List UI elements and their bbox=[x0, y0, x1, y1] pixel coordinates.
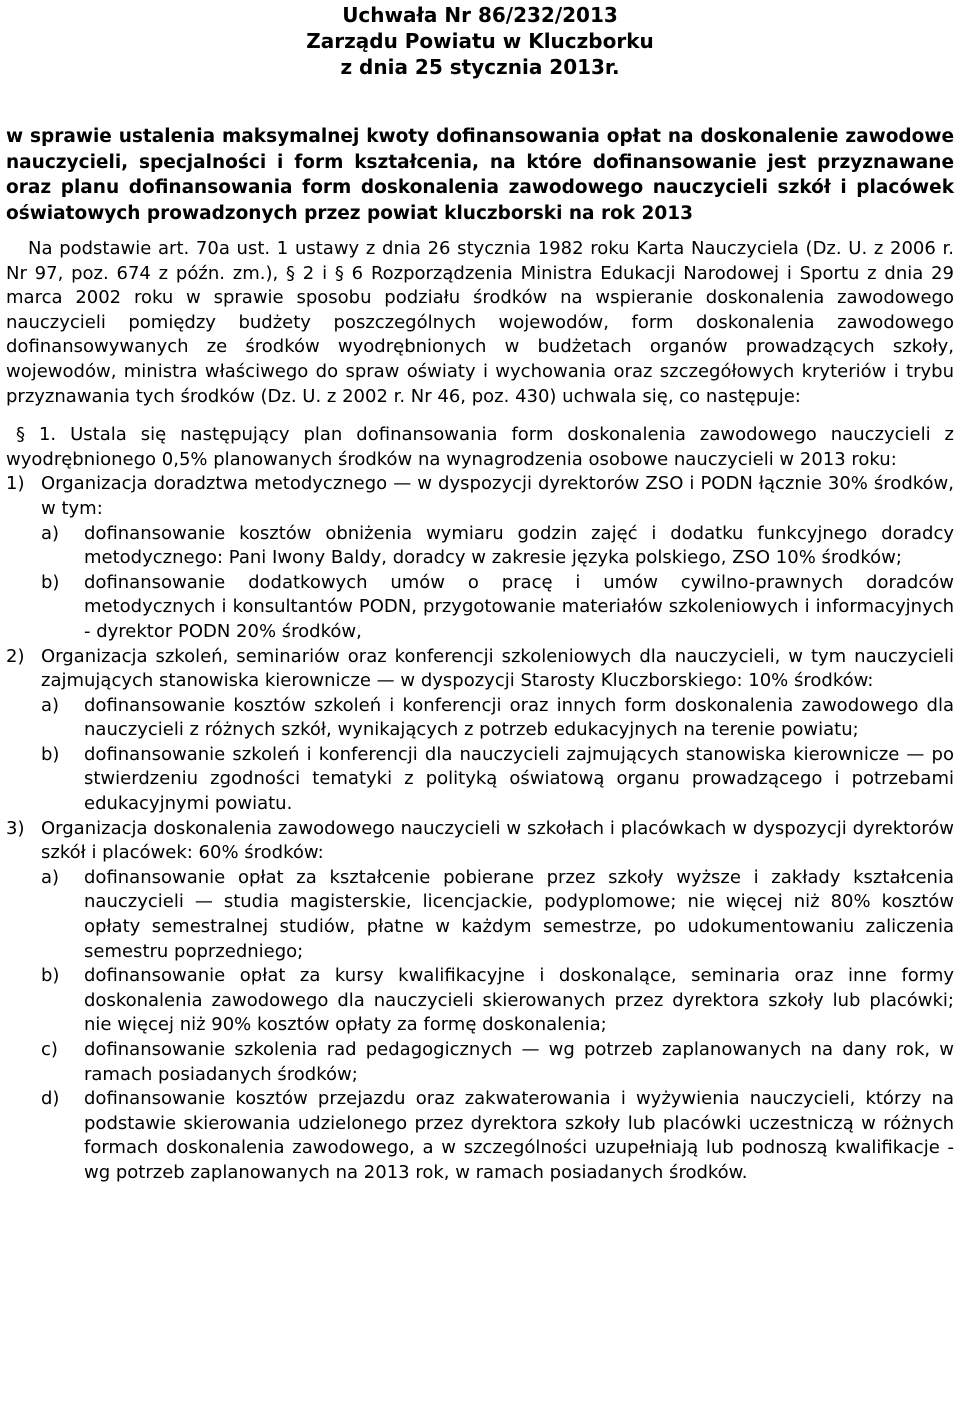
sub-item-letter: b) bbox=[41, 965, 60, 987]
sub-item-text: dofinansowanie opłat za kursy kwalifikacyjne i doskonalące, seminaria oraz inne formy doskonalenia zawodowego dla nauczycieli skierowanych przez dyrektora szkoły lub placówki; nie więcej niż 90% kosztów opłaty za formę doskonalenia; bbox=[84, 965, 954, 1036]
paragraph-marker: § 1. bbox=[16, 424, 57, 446]
item-text: Organizacja szkoleń, seminariów oraz konferencji szkoleniowych dla nauczycieli, w tym nauczycieli zajmujących stanowiska kierownicze — w dyspozycji Starosty Kluczborskiego: 10% środków: bbox=[41, 645, 954, 692]
sub-item bbox=[6, 1038, 954, 1087]
sub-item-text: dofinansowanie opłat za kształcenie pobierane przez szkoły wyższe i zakłady kształcenia nauczycieli — studia magisterskie, licencjackie, podyplomowe; nie więcej niż 80% kosztów opłaty semestralnej studiów, płatne w każdym semestrze, po udokumentowaniu zaliczenia semestru poprzedniego; bbox=[84, 866, 954, 962]
document-page bbox=[6, 0, 954, 1186]
sub-item bbox=[6, 866, 954, 964]
sub-item bbox=[6, 743, 954, 817]
resolution-body bbox=[6, 237, 954, 1186]
sub-item-letter: a) bbox=[41, 694, 60, 716]
paragraph-1-text: Ustala się następujący plan dofinansowania form doskonalenia zawodowego nauczycieli z wyodrębnionego 0,5% planowanych środków na wynagrodzenia osobowe nauczycieli w 2013 roku: bbox=[6, 424, 954, 470]
sub-item bbox=[6, 1087, 954, 1185]
resolution-header bbox=[6, 2, 954, 80]
item-number: 2) bbox=[6, 645, 25, 667]
list-item bbox=[6, 645, 954, 694]
resolution-date: z dnia 25 stycznia 2013r. bbox=[340, 55, 620, 79]
list-item bbox=[6, 817, 954, 866]
legal-basis-paragraph: Na podstawie art. 70a ust. 1 ustawy z dnia 26 stycznia 1982 roku Karta Nauczyciela (Dz. U. z 2006 r. Nr 97, poz. 674 z późn. zm.), § 2 i § 6 Rozporządzenia Ministra Edukacji Narodowej i Sportu z dnia 29 marca 2002 roku w sprawie sposobu podziału środków na wspieranie doskonalenia zawodowego nauczycieli pomiędzy budżety poszczególnych wojewodów, form doskonalenia zawodowego dofinansowywanych ze środków wyodrębnionych w budżetach organów prowadzących szkoły, wojewodów, ministra właściwego do spraw oświaty i wychowania oraz szczegółowych kryteriów i trybu przyznawania tych środków (Dz. U. z 2002 r. Nr 46, poz. 430) uchwala się, co następuje: bbox=[6, 238, 954, 407]
issuing-body: Zarządu Powiatu w Kluczborku bbox=[306, 29, 654, 53]
list-item bbox=[6, 472, 954, 521]
sub-item-letter: b) bbox=[41, 743, 60, 765]
sub-item-letter: b) bbox=[41, 571, 60, 593]
sub-item-letter: a) bbox=[41, 522, 60, 544]
resolution-number: Uchwała Nr 86/232/2013 bbox=[342, 3, 618, 27]
sub-item-text: dofinansowanie szkoleń i konferencji dla nauczycieli zajmujących stanowiska kierownicze — po stwierdzeniu zgodności tematyki z polityką oświatową organu prowadzącego i potrzebami edukacyjnymi powiatu. bbox=[84, 743, 954, 815]
sub-item-text: dofinansowanie kosztów obniżenia wymiaru godzin zajęć i dodatku funkcyjnego doradcy metodycznego: Pani Iwony Baldy, doradcy w zakresie języka polskiego, ZSO 10% środków; bbox=[84, 522, 954, 569]
sub-item-text: dofinansowanie kosztów przejazdu oraz zakwaterowania i wyżywienia nauczycieli, którzy na podstawie skierowania udzielonego przez dyrektora szkoły lub placówki uczestniczą w różnych formach doskonalenia zawodowego, a w szczególności uzupełniają lub podnoszą kwalifikacje - wg potrzeb zaplanowanych na 2013 rok, w ramach posiadanych środków. bbox=[84, 1088, 954, 1183]
sub-item-letter: d) bbox=[41, 1088, 60, 1110]
item-number: 1) bbox=[6, 473, 25, 495]
sub-item bbox=[6, 694, 954, 743]
item-text: Organizacja doskonalenia zawodowego nauczycieli w szkołach i placówkach w dyspozycji dyrektorów szkół i placówek: 60% środków: bbox=[41, 817, 954, 864]
item-number: 3) bbox=[6, 817, 25, 839]
sub-item bbox=[6, 571, 954, 645]
sub-item-letter: c) bbox=[41, 1039, 58, 1060]
sub-item-text: dofinansowanie szkolenia rad pedagogicznych — wg potrzeb zaplanowanych na dany rok, w ramach posiadanych środków; bbox=[84, 1039, 954, 1085]
sub-item-text: dofinansowanie dodatkowych umów o pracę i umów cywilno-prawnych doradców metodycznych i konsultantów PODN, przygotowanie materiałów szkoleniowych i informacyjnych - dyrektor PODN 20% środków, bbox=[84, 571, 954, 642]
resolution-subject: w sprawie ustalenia maksymalnej kwoty dofinansowania opłat na doskonalenie zawodowe nauczycieli, specjalności i form kształcenia, na które dofinansowanie jest przyznawane oraz planu dofinansowania form doskonalenia zawodowego nauczycieli szkół i placówek oświatowych prowadzonych przez powiat kluczborski na rok 2013 bbox=[6, 126, 954, 224]
sub-item-letter: a) bbox=[41, 866, 60, 888]
sub-item bbox=[6, 522, 954, 571]
sub-item bbox=[6, 964, 954, 1038]
item-text: Organizacja doradztwa metodycznego — w dyspozycji dyrektorów ZSO i PODN łącznie 30% środków, w tym: bbox=[41, 473, 954, 519]
sub-item-text: dofinansowanie kosztów szkoleń i konferencji oraz innych form doskonalenia zawodowego dla nauczycieli z różnych szkół, wynikających z potrzeb edukacyjnych na terenie powiatu; bbox=[84, 694, 954, 741]
paragraph-1 bbox=[6, 423, 954, 472]
